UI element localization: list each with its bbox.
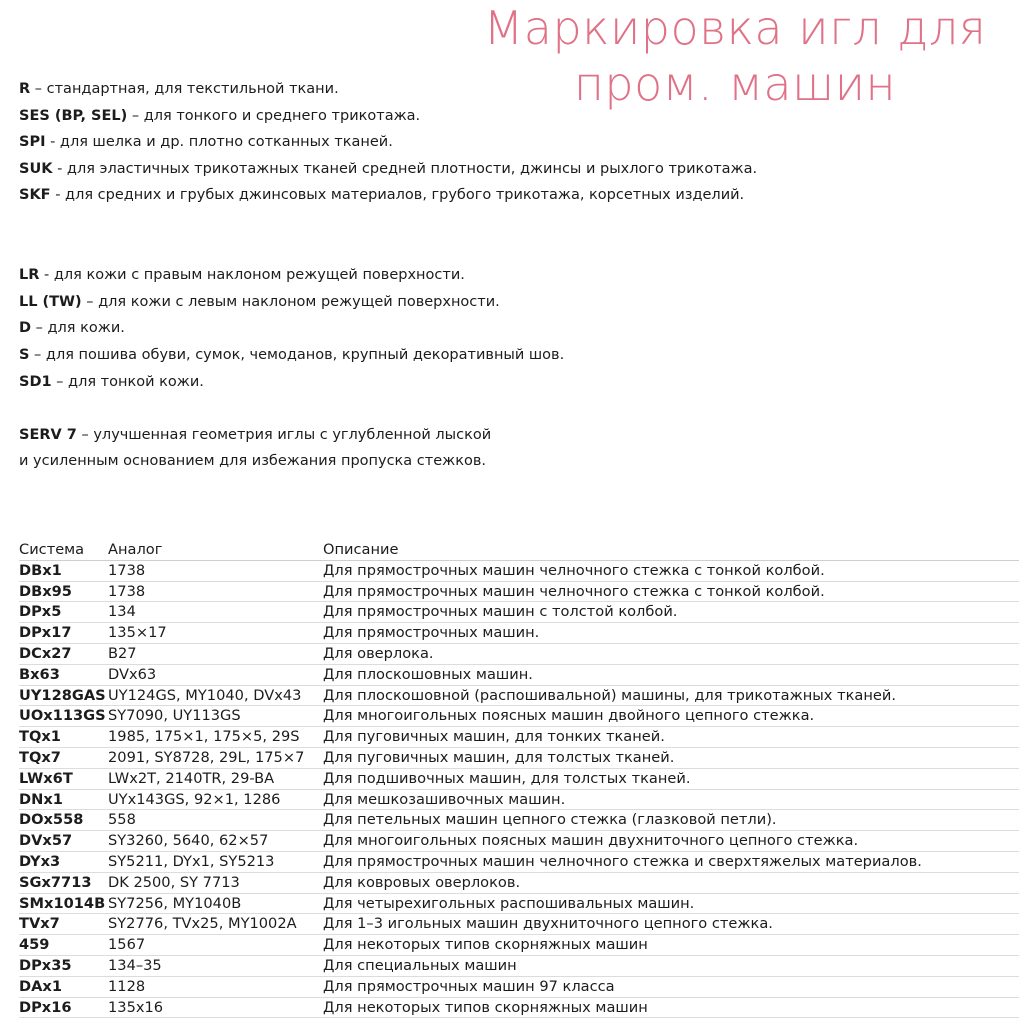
code-line	[19, 369, 1019, 396]
cell-system: DYx3	[19, 852, 61, 870]
code-label: LL (TW)	[19, 293, 82, 310]
cell-description: Для многоигольных поясных машин двухниточного цепного стежка.	[323, 832, 859, 850]
cell-system: UY128GAS	[19, 686, 106, 704]
spacer	[19, 236, 1019, 263]
code-label: R	[19, 81, 31, 97]
cell-description: Для некоторых типов скорняжных машин	[323, 936, 648, 954]
table-row	[19, 644, 1019, 665]
code-line	[19, 262, 1019, 289]
code-label: SD1	[19, 373, 52, 390]
cell-description: Для оверлока.	[323, 644, 434, 662]
cell-analog: 1985, 175×1, 175×5, 29S	[108, 728, 300, 746]
code-line	[19, 342, 1019, 369]
cell-system: DBx1	[19, 561, 62, 579]
cell-system: TQx7	[19, 748, 61, 766]
cell-description: Для пуговичных машин, для толстых тканей.	[323, 748, 675, 766]
code-line	[19, 289, 1019, 316]
code-label: S	[19, 346, 30, 363]
cell-system: SGx7713	[19, 873, 92, 891]
code-separator: -	[50, 187, 66, 204]
code-label: SES (BP, SEL)	[19, 107, 128, 124]
cell-system: 459	[19, 936, 50, 954]
marking-codes	[19, 76, 1019, 475]
table-row	[19, 561, 1019, 582]
cell-description: Для прямострочных машин с толстой колбой.	[323, 603, 678, 621]
code-separator: –	[81, 293, 99, 310]
code-description: стандартная, для текстильной ткани.	[46, 81, 339, 97]
table-row	[19, 914, 1019, 935]
cell-description: Для ковровых оверлоков.	[323, 873, 521, 891]
cell-analog: SY3260, 5640, 62×57	[108, 832, 269, 850]
cell-description: Для плоскошовных машин.	[323, 665, 533, 683]
cell-description: Для прямострочных машин челночного стежка с тонкой колбой.	[323, 582, 825, 600]
code-line	[19, 156, 1019, 183]
cell-system: DVx57	[19, 832, 73, 850]
table-row	[19, 935, 1019, 956]
cell-analog: DK 2500, SY 7713	[108, 873, 240, 891]
code-separator: -	[45, 134, 60, 151]
serv7-line-1	[19, 422, 1019, 449]
cell-analog: UYx143GS, 92×1, 1286	[108, 790, 281, 808]
table-row	[19, 748, 1019, 769]
cell-system: DBx95	[19, 582, 72, 600]
cell-analog: SY5211, DYx1, SY5213	[108, 852, 275, 870]
code-line	[19, 103, 1019, 130]
code-description: для пошива обуви, сумок, чемоданов, крупный декоративный шов.	[45, 346, 565, 363]
code-separator: –	[51, 373, 69, 390]
cell-description: Для многоигольных поясных машин двойного цепного стежка.	[323, 707, 815, 725]
cell-system: DPx5	[19, 603, 62, 621]
cell-description: Для прямострочных машин челночного стежка с тонкой колбой.	[323, 561, 825, 579]
table-row	[19, 665, 1019, 686]
table-row	[19, 873, 1019, 894]
cell-analog: 1128	[108, 977, 146, 995]
cell-system: DPx16	[19, 998, 72, 1016]
code-label: D	[19, 320, 32, 337]
cell-analog: SY7256, MY1040B	[108, 894, 242, 912]
code-label: SUK	[19, 160, 53, 177]
table-row	[19, 894, 1019, 915]
codes-group-textile	[19, 76, 1019, 209]
code-label: SKF	[19, 187, 51, 204]
code-separator: –	[30, 81, 47, 97]
table-row	[19, 831, 1019, 852]
cell-description: Для пуговичных машин, для тонких тканей.	[323, 728, 665, 746]
cell-system: Bx63	[19, 665, 60, 683]
cell-analog: SY7090, UY113GS	[108, 707, 241, 725]
cell-analog: 1567	[108, 936, 146, 954]
header-system: Система	[19, 541, 85, 558]
cell-analog: B27	[108, 644, 137, 662]
header-analog: Аналог	[108, 541, 163, 558]
table-row	[19, 956, 1019, 977]
cell-description: Для петельных машин цепного стежка (глазковой петли).	[323, 811, 777, 829]
cell-analog: 134	[108, 603, 136, 621]
title-line-2: пром. машин	[573, 57, 897, 111]
code-line	[19, 129, 1019, 156]
table-row	[19, 727, 1019, 748]
table-row	[19, 686, 1019, 707]
cell-analog: 134–35	[108, 956, 162, 974]
table-row	[19, 810, 1019, 831]
cell-analog: LWx2T, 2140TR, 29-BA	[108, 769, 275, 787]
table-row	[19, 623, 1019, 644]
table-row	[19, 769, 1019, 790]
cell-description: Для плоскошовной (распошивальной) машины, для трикотажных тканей.	[323, 686, 896, 704]
code-separator: -	[39, 267, 54, 284]
table-row	[19, 790, 1019, 811]
serv7-line-2	[19, 448, 1019, 475]
code-description: для шелка и др. плотно сотканных тканей.	[59, 134, 393, 151]
cell-analog: 558	[108, 811, 136, 829]
cell-analog: SY2776, TVx25, MY1002A	[108, 915, 297, 933]
needle-systems-table	[19, 540, 1019, 1018]
cell-system: DCx27	[19, 644, 72, 662]
cell-system: DPx35	[19, 956, 72, 974]
code-separator: -	[52, 160, 67, 177]
code-description: для средних и грубых джинсовых материалов, грубого трикотажа, корсетных изделий.	[65, 187, 745, 204]
code-description: для тонкой кожи.	[68, 373, 204, 390]
table-row	[19, 602, 1019, 623]
cell-analog: 135x16	[108, 998, 164, 1016]
code-description: для тонкого и среднего трикотажа.	[143, 107, 421, 124]
code-label: SPI	[19, 134, 46, 151]
code-separator: –	[31, 320, 48, 337]
cell-system: LWx6T	[19, 769, 73, 787]
cell-description: Для четырехигольных распошивальных машин.	[323, 894, 695, 912]
cell-analog: 1738	[108, 561, 146, 579]
table-row	[19, 852, 1019, 873]
table-row	[19, 998, 1019, 1019]
code-description: для эластичных трикотажных тканей средней плотности, джинсы и рыхлого трикотажа.	[66, 160, 758, 177]
spacer	[19, 395, 1019, 422]
table-row	[19, 706, 1019, 727]
code-separator: –	[29, 346, 46, 363]
code-separator: –	[76, 426, 94, 443]
cell-description: Для прямострочных машин 97 класса	[323, 977, 615, 995]
cell-system: DNx1	[19, 790, 63, 808]
cell-system: UOx113GS	[19, 707, 106, 725]
codes-group-leather	[19, 262, 1019, 395]
code-description: для кожи.	[47, 320, 125, 337]
code-line	[19, 182, 1019, 209]
cell-description: Для подшивочных машин, для толстых тканей.	[323, 769, 691, 787]
table-body	[19, 561, 1019, 1019]
cell-description: Для прямострочных машин.	[323, 624, 540, 642]
cell-analog: DVx63	[108, 665, 157, 683]
code-line	[19, 315, 1019, 342]
cell-description: Для прямострочных машин челночного стежка и сверхтяжелых материалов.	[323, 852, 922, 870]
cell-analog: 135×17	[108, 624, 167, 642]
code-label: SERV 7	[19, 426, 77, 443]
cell-description: Для некоторых типов скорняжных машин	[323, 998, 648, 1016]
table-header-row	[19, 540, 1019, 561]
cell-system: TQx1	[19, 728, 61, 746]
table-row	[19, 582, 1019, 603]
cell-analog: 1738	[108, 582, 146, 600]
cell-description: Для мешкозашивочных машин.	[323, 790, 566, 808]
code-line	[19, 76, 1019, 103]
header-description: Описание	[323, 541, 399, 558]
cell-description: Для специальных машин	[323, 956, 517, 974]
code-label: LR	[19, 267, 40, 284]
code-description: улучшенная геометрия иглы с углубленной лыской	[93, 426, 492, 443]
cell-analog: UY124GS, MY1040, DVx43	[108, 686, 302, 704]
cell-system: TVx7	[19, 915, 60, 933]
cell-description: Для 1–3 игольных машин двухниточного цепного стежка.	[323, 915, 773, 933]
code-separator: –	[127, 107, 144, 124]
code-description: для кожи с левым наклоном режущей поверхности.	[98, 293, 500, 310]
cell-analog: 2091, SY8728, 29L, 175×7	[108, 748, 305, 766]
table-row	[19, 977, 1019, 998]
title-line-1: Маркировка игл для	[483, 1, 987, 55]
code-description-continued: и усиленным основанием для избежания пропуска стежков.	[19, 453, 486, 470]
cell-system: DPx17	[19, 624, 72, 642]
cell-system: DOx558	[19, 811, 84, 829]
spacer	[19, 209, 1019, 236]
code-description: для кожи с правым наклоном режущей поверхности.	[53, 267, 465, 284]
cell-system: DAx1	[19, 977, 62, 995]
cell-system: SMx1014B	[19, 894, 106, 912]
